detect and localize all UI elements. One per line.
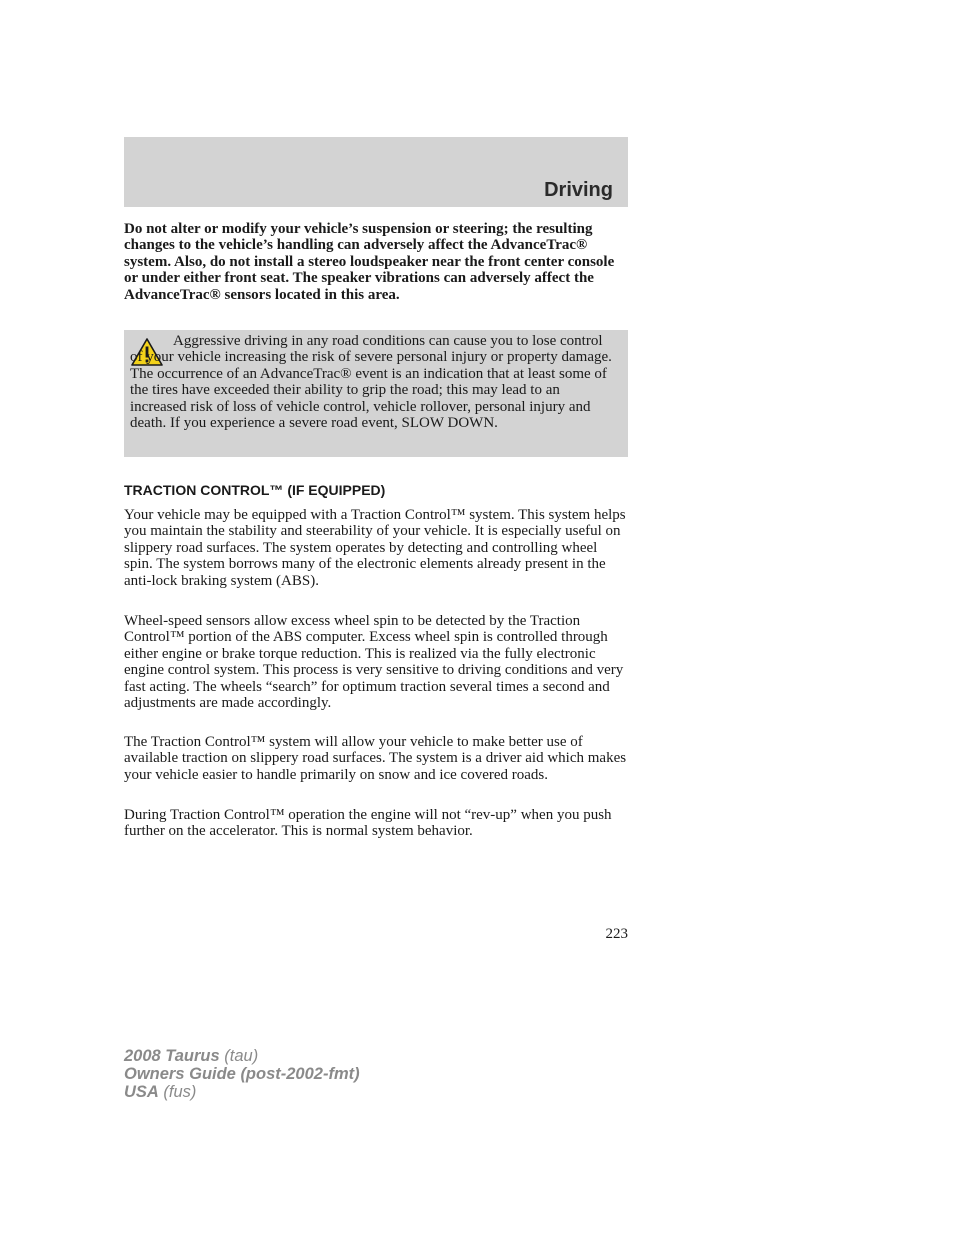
bold-warning-paragraph: Do not alter or modify your vehicle’s suspension or steering; the resulting changes to the vehicle’s handling can adversely affect the AdvanceTrac® system. Also, do not install a stereo loudspeaker near the front center console or under either front seat. The speaker vibrations can adversely affect the AdvanceTrac® sensors located in this area. [124,221,615,303]
warning-text: Aggressive driving in any road conditions can cause you to lose control of your vehicle increasing the risk of severe personal injury or property damage. The occurrence of an AdvanceTrac® event is an indication that at least some of the tires have exceeded their ability to grip the road; this may lead to an increased risk of loss of vehicle control, vehicle rollover, personal injury and death. If you experience a severe road event, SLOW DOWN. [130,333,612,432]
body-paragraph: During Traction Control™ operation the engine will not “rev-up” when you push further on the accelerator. This is normal system behavior. [124,807,612,840]
body-paragraph: The Traction Control™ system will allow your vehicle to make better use of available traction on slippery road surfaces. The system is a driver aid which makes your vehicle easier to handle primarily on snow and ice covered roads. [124,734,627,783]
footer-guide: Owners Guide (post-2002-fmt) [124,1065,360,1083]
page-number: 223 [605,926,628,942]
footer-line-model [124,1047,360,1065]
footer-market: USA [124,1083,159,1101]
body-paragraph: Wheel-speed sensors allow excess wheel spin to be detected by the Traction Control™ portion of the ABS computer. Excess wheel spin is controlled through either engine or brake torque reduction. This is realized via the fully electronic engine control system. This process is very sensitive to driving conditions and very fast acting. The wheels “search” for optimum traction several times a second and adjustments are made accordingly. [124,613,624,712]
footer-line-market [124,1083,360,1101]
section-header-band [124,137,628,207]
footer-market-code: (fus) [158,1083,197,1101]
body-paragraph: Your vehicle may be equipped with a Traction Control™ system. This system helps you maintain the stability and steerability of your vehicle. It is especially useful on slippery road surfaces. The system operates by detecting and controlling wheel spin. The system borrows many of the electronic elements already present in the anti-lock braking system (ABS). [124,507,626,589]
warning-box [124,330,628,457]
footer-model-code: (tau) [219,1047,259,1065]
footer-line-guide [124,1065,360,1083]
footer-model: 2008 Taurus [124,1047,220,1065]
section-title: Driving [544,179,613,201]
section-heading: TRACTION CONTROL™ (IF EQUIPPED) [124,482,386,498]
document-footer [124,1047,360,1101]
